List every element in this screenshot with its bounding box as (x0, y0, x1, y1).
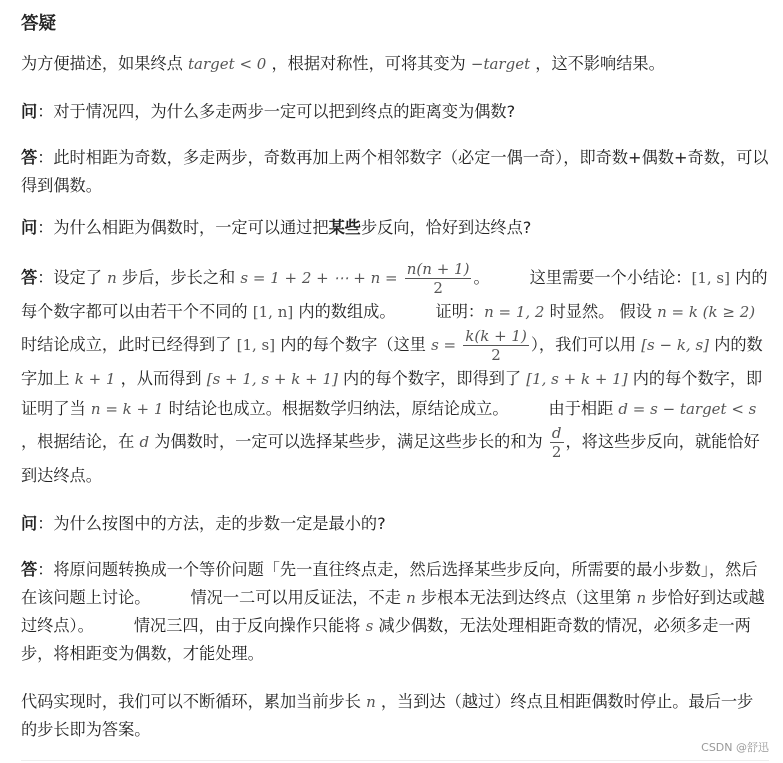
question-3: 问：为什么按图中的方法，走的步数一定是最小的? (21, 514, 386, 533)
answer-3: 答：将原问题转换成一个等价问题「先一直往终点走，然后选择某些步反向，所需要的最小步数」，然后在该问题上讨论。 情况一二可以用反证法，不走 n 步根本无法到达终点（这里第 n 步恰好到达或越过终点）。 情况三四，由于反向操作只能将 s 减少偶数，无法处理相距奇数的情况，必须多走一两步，将相距变为偶数，才能处理。 (21, 560, 765, 663)
question-label: 问 (21, 514, 38, 533)
question-label: 问 (21, 218, 38, 237)
answer-1: 答：此时相距为奇数，多走两步，奇数再加上两个相邻数字（必定一偶一奇），即奇数+偶数+奇数，可以得到偶数。 (21, 148, 769, 195)
bottom-divider (21, 760, 769, 761)
answer-label: 答 (21, 148, 38, 167)
answer-2: 答：设定了 n 步后，步长之和 s = 1 + 2 + ⋯ + n = $\frac{n(n + 1)}{2}$ 。 这里需要一个小结论：[1, s] 内的每个数字都可以由若干个不同的 [1, n] 内的数组成。 证明：n = 1, 2 时显然。 假设 n = k (k ≥ 2) 时结论成立，此时已经得到了 [1, s] 内的每个数字（这里 s = $\frac{k(k + 1)}{2}$ ），我们可以用 [s − k, s] 内的数字加上 k + 1 ，从而得到 [s + 1, s + k + 1] 内的每个数字，即得到了 [1, s + k + 1] 内的每个数字，即证明了当 n = k + 1 时结论也成立。根据数学归纳法，原结论成立。 由于相距 d = s − target < s ，根据结论，在 d 为偶数时，一定可以选择某些步，满足这些步长的和为 $\frac{d}{2}$ ，将这些步反向，就能恰好到达终点。 (21, 260, 768, 485)
fraction-n-n1-over-2: $\frac{n(n + 1)}{2}$ (406, 260, 470, 297)
question-label: 问 (21, 102, 38, 121)
section-heading: 答疑 (21, 14, 56, 34)
answer-label: 答 (21, 560, 38, 579)
question-1: 问：对于情况四，为什么多走两步一定可以把到终点的距离变为偶数? (21, 102, 516, 121)
math-neg-target: −target (470, 55, 531, 73)
math-target-lt-0: target < 0 (188, 55, 267, 73)
question-2: 问：为什么相距为偶数时，一定可以通过把某些步反向，恰好到达终点? (21, 218, 532, 237)
fraction-d-over-2: $\frac{d}{2}$ (551, 424, 562, 461)
closing-paragraph: 代码实现时，我们可以不断循环，累加当前步长 n ，当到达（越过）终点且相距偶数时停止。最后一步的步长即为答案。 (21, 692, 754, 739)
answer-label: 答 (21, 268, 38, 287)
csdn-watermark: CSDN @舒迅 (701, 741, 769, 754)
intro-paragraph: 为方便描述，如果终点 target < 0 ，根据对称性，可将其变为 −target ，这不影响结果。 (21, 54, 665, 73)
fraction-k-k1-over-2: $\frac{k(k + 1)}{2}$ (465, 327, 527, 364)
